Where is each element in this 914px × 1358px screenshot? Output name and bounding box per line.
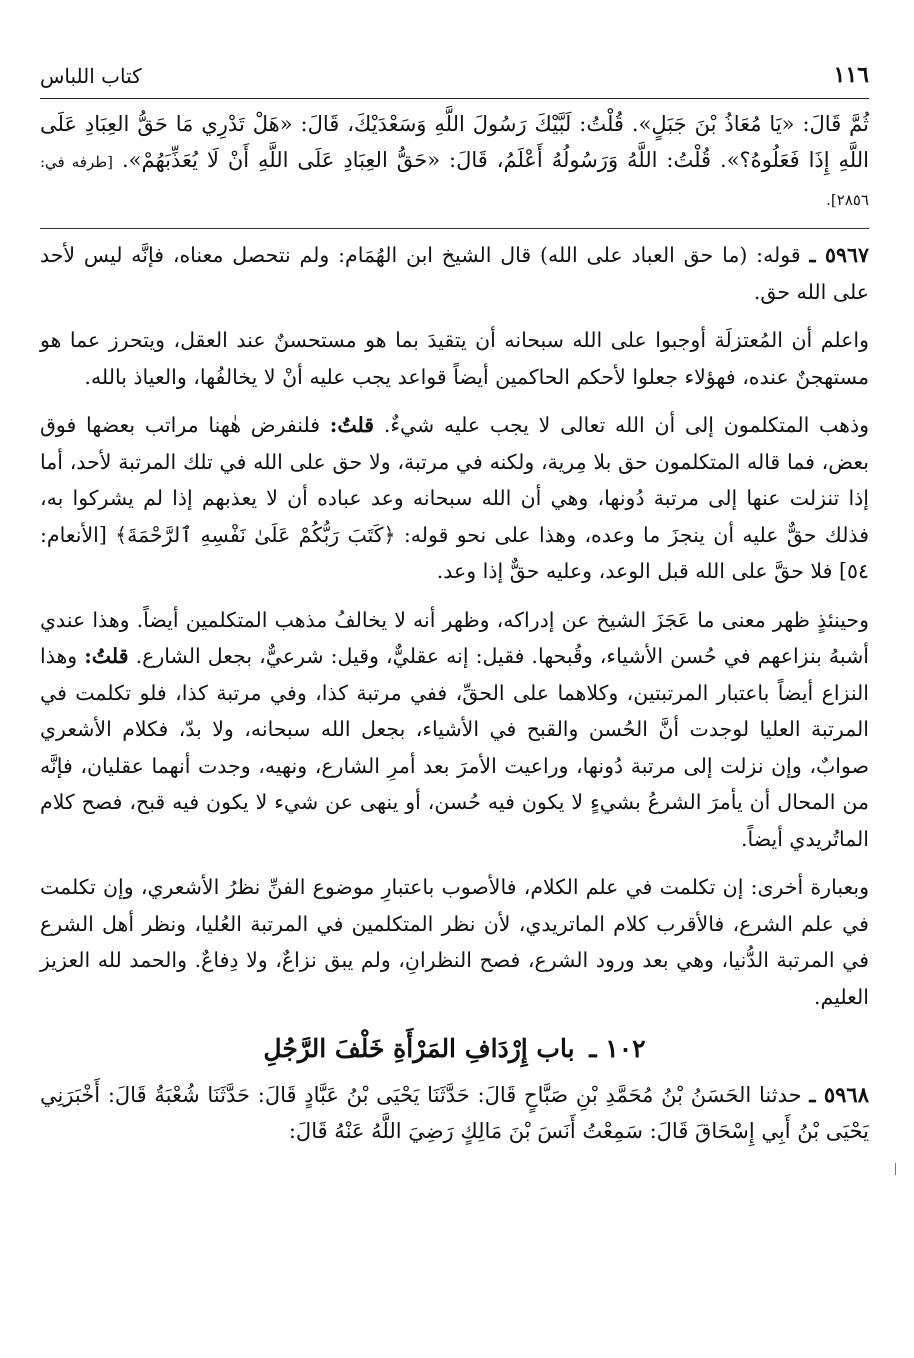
- commentary-paragraph-3: [40, 407, 869, 590]
- hadith-text-bottom: [40, 1077, 869, 1149]
- commentary-p4-b: وهذا النزاع أيضاً باعتبار المرتبتين، وكلاهما على الحقِّ، ففي مرتبة كذا، وفي مرتبة كذا، فلو تكلمت في المرتبة العليا لوجدت أنَّ الحُسن والقبح في الأشياء، بجعل الله سبحانه، ولا بدّ، فكلام الأشعري صوابٌ، وإن نزلت إلى مرتبة دُونها، وراعيت الأمرَ بعد أمرِ الشارع، ونهيه، وجدت أنهما عقليان، فإنَّه من المحال أن يأمرَ الشرعُ بشيءٍ لا يكون فيه حُسن، أو ينهى عن شيء لا يكون فيه قبح، فصح كلام الماتُريدي أيضاً.: [40, 644, 869, 851]
- commentary-p4-a: وحينئذٍ ظهر معنى ما عَجَزَ الشيخ عن إدراكه، وظهر أنه لا يخالفُ مذهب المتكلمين أيضاً. وهذا عندي أشبهُ بنزاعهم في حُسن الأشياء، وقُبحها. فقيل: إنه عقليٌّ، وقيل: شرعيٌّ، بجعل الشارع.: [40, 607, 869, 668]
- hadith-number-5967: ٥٩٦٧ ـ: [809, 243, 869, 267]
- commentary-p1-text: قوله: (ما حق العباد على الله) قال الشيخ ابن الهُمَام: ولم نتحصل معناه، فإنَّه ليس لأحد على الله حق.: [40, 243, 869, 304]
- chapter-title: باب إِرْدَافِ المَرْأَةِ خَلْفَ الرَّجُلِ: [263, 1034, 575, 1063]
- chapter-heading: [40, 1031, 869, 1067]
- commentary-paragraph-1: [40, 237, 869, 310]
- page-body: [40, 106, 869, 1149]
- cross-reference: [طرفه في: ٢٨٥٦].: [40, 153, 869, 209]
- running-title: كتاب اللباس: [40, 64, 142, 88]
- chapter-number: ١٠٢ ـ: [589, 1034, 646, 1063]
- commentary-paragraph-5: وبعبارة أخرى: إن تكلمت في علم الكلام، فالأصوب باعتبارِ موضوع الفنِّ نظرُ الأشعري، وإن تكلمت في علم الشرع، فالأقرب كلام الماتريدي، لأن نظر المتكلمين في المرتبة العُليا، ونظر أهل الشرع في المرتبة الدُّنيا، وهي بعد ورود الشرع، فصح النظرانِ، ولم يبق نزاعٌ، ولا دِفاعٌ. والحمد لله العزيز العليم.: [40, 875, 869, 1009]
- section-divider: [40, 228, 869, 229]
- qult-marker: قلتُ:: [329, 413, 375, 437]
- hadith-bottom-text: حدثنا الحَسَنُ بْنُ مُحَمَّدِ بْنِ صَبَّاحٍ قَالَ: حَدَّثَنَا يَحْيَى بْنُ عَبَّادٍ قَالَ: حَدَّثَنَا شُعْبَةُ قَالَ: أَخْبَرَنِي يَحْيَى بْنُ أَبِي إِسْحَاقَ قَالَ: سَمِعْتُ أَنَسَ بْنَ مَالِكٍ رَضِيَ اللَّهُ عَنْهُ قَالَ:: [40, 1083, 869, 1143]
- commentary-p3-b: فلنفرض هٰهنا مراتب بعضها فوق بعض، فما قاله المتكلمون حق بلا مِرية، ولكنه في مرتبة، ولا حق على الله في تلك المرتبة لأحد، أما إذا تنزلت عنها إلى مرتبة دُونها، وهي أن الله سبحانه وعد عباده أن لا يعذبهم إذا لم يشركوا به، فذلك حقٌّ عليه أن ينجزَ ما وعده، وهذا على نحو قوله: ﴿كَتَبَ رَبُّكُمْ عَلَىٰ نَفْسِهِ ٱلرَّحْمَةَ﴾ [الأنعام: ٥٤] فلا حقَّ على الله قبل الوعد، وعليه حقٌّ إذا وعد.: [40, 413, 869, 583]
- hadith-top-text: ثُمَّ قَالَ: «يَا مُعَاذُ بْنَ جَبَلٍ». قُلْتُ: لَبَّيْكَ رَسُولَ اللَّهِ وَسَعْدَيْكَ، قَالَ: «هَلْ تَدْرِي مَا حَقُّ العِبَادِ عَلَى اللَّهِ إِذَا فَعَلُوهُ؟». قُلْتُ: اللَّهُ وَرَسُولُهُ أَعْلَمُ، قَالَ: «حَقُّ العِبَادِ عَلَى اللَّهِ أَنْ لَا يُعَذِّبَهُمْ».: [40, 112, 869, 172]
- hadith-text-top: [40, 106, 869, 218]
- margin-mark: [895, 1163, 896, 1175]
- commentary-paragraph-4: [40, 602, 869, 858]
- page-header: [40, 58, 869, 99]
- page-number: ١١٦: [833, 62, 869, 88]
- hadith-number-5968: ٥٩٦٨ ـ: [809, 1082, 869, 1107]
- commentary-p3-a: وذهب المتكلمون إلى أن الله تعالى لا يجب عليه شيءٌ.: [383, 413, 869, 437]
- commentary-paragraph-2: واعلم أن المُعتزلَة أوجبوا على الله سبحانه أن يتقيدَ بما هو مستحسنٌ عند العقل، ويتحرز عما هو مستهجنٌ عنده، فهؤلاء جعلوا لأحكم الحاكمين أيضاً قواعد يجب عليه أنْ لا يخالفُها، والعياذ بالله.: [40, 328, 869, 389]
- qult-marker: قلتُ:: [84, 644, 129, 668]
